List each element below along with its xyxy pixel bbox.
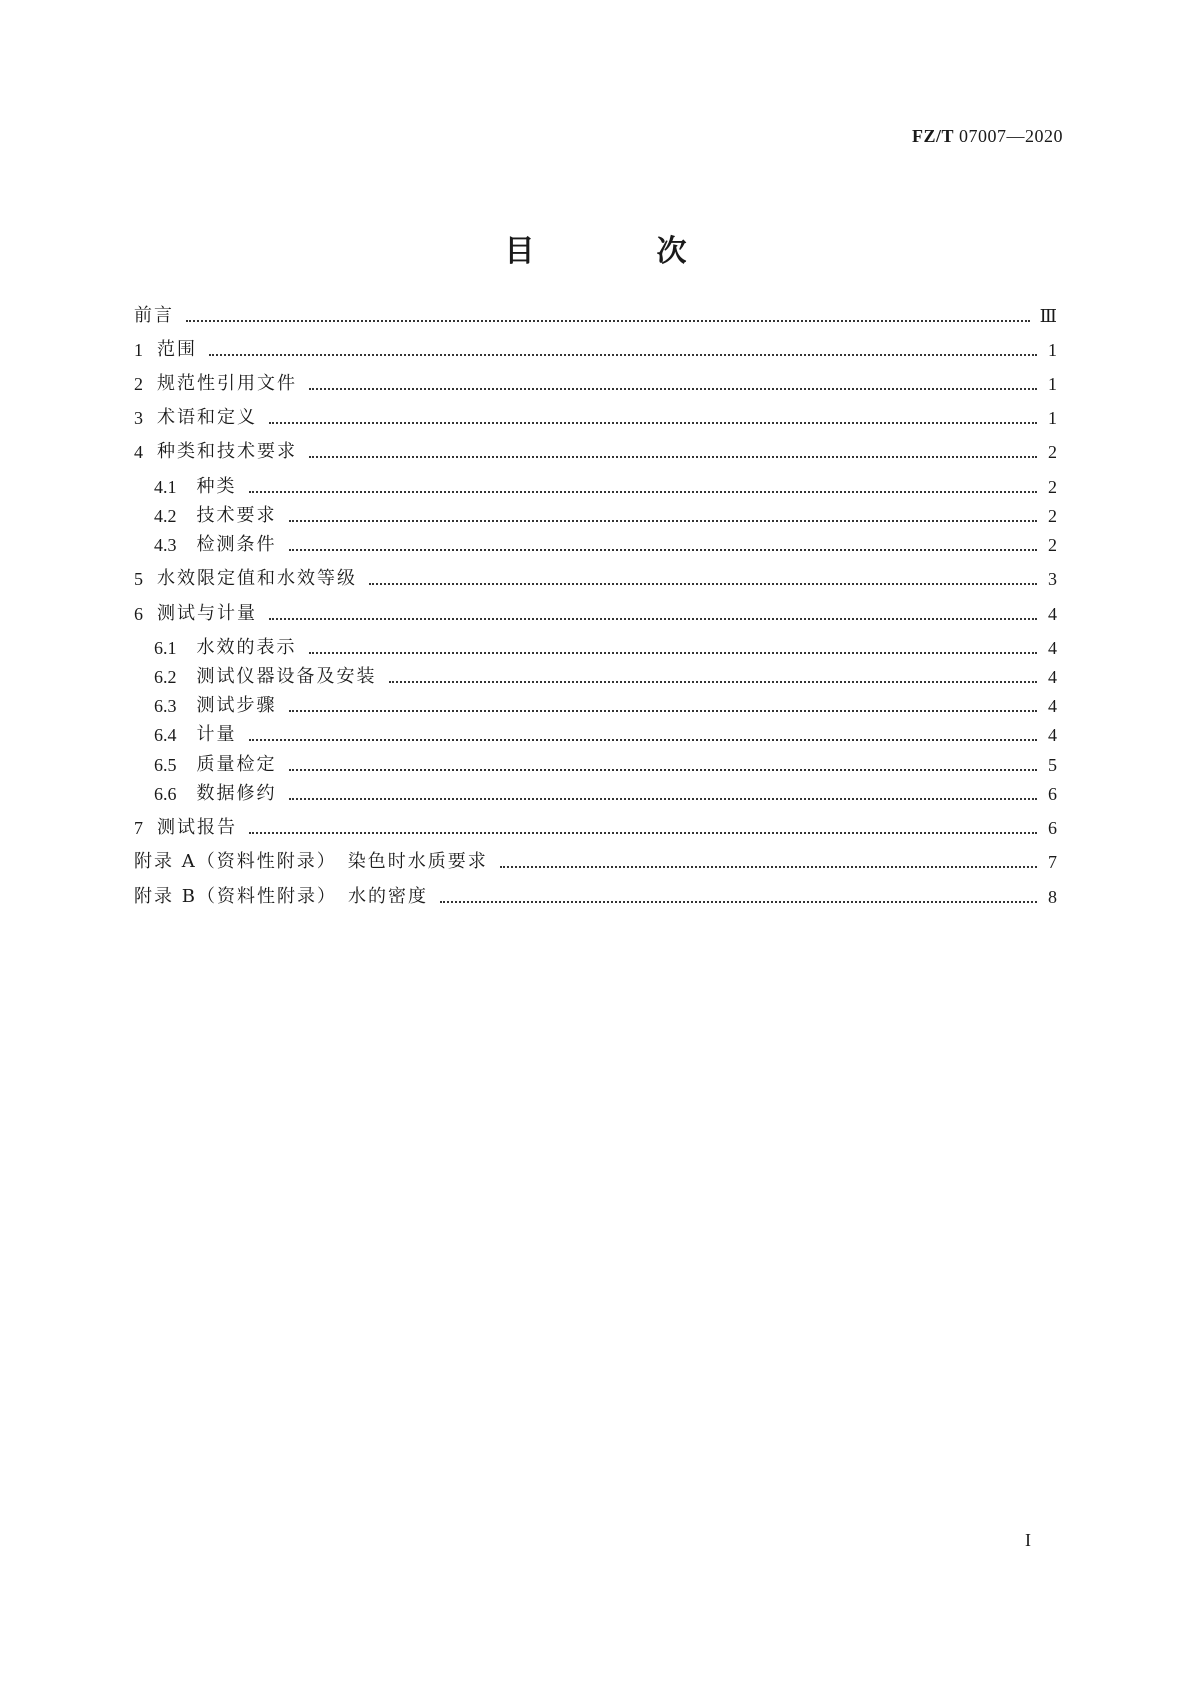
toc-leader-dots (249, 738, 1038, 741)
standard-code-prefix: FZ/T (911, 126, 954, 146)
toc-entry-page: 2 (1048, 477, 1057, 497)
toc-entry-4-1[interactable] (154, 474, 1057, 500)
toc-entry-5[interactable] (134, 566, 1057, 592)
toc-title: 目 次 (504, 234, 733, 269)
toc-entry-label: 种类和技术要求 (157, 441, 297, 462)
page-number: I (1025, 1530, 1031, 1550)
toc-entry-page: 2 (1048, 506, 1057, 526)
toc-leader-dots (309, 651, 1038, 654)
toc-entry-page: 4 (1048, 725, 1057, 745)
toc-entry-page: 4 (1048, 638, 1057, 658)
toc-entry-foreword[interactable] (134, 303, 1057, 329)
toc-leader-dots (209, 353, 1037, 356)
toc-entry-page: 2 (1048, 442, 1057, 462)
toc-entry-number: 4 (134, 442, 143, 462)
toc-entry-number: 6 (134, 604, 143, 624)
toc-entry-number: 4.1 (154, 477, 177, 497)
toc-entry-label: 附录 A（资料性附录） 染色时水质要求 (134, 851, 488, 872)
toc-entry-4-2[interactable] (154, 503, 1057, 529)
toc-entry-page: 3 (1048, 569, 1057, 589)
toc-entry-6[interactable] (134, 601, 1057, 627)
toc-entry-page: Ⅲ (1039, 306, 1057, 326)
toc-leader-dots (309, 387, 1037, 390)
toc-entry-label: 技术要求 (196, 505, 277, 526)
toc-entry-number: 6.1 (154, 638, 177, 658)
toc-leader-dots (289, 548, 1038, 551)
toc-entry-number: 6.6 (154, 784, 177, 804)
toc-entry-page: 7 (1048, 852, 1057, 872)
toc-entry-6-4[interactable] (154, 722, 1057, 748)
toc-leader-dots (289, 768, 1038, 771)
toc-entry-number: 6.2 (154, 667, 177, 687)
toc-leader-dots (500, 865, 1037, 868)
toc-entry-label: 计量 (196, 724, 237, 745)
toc-entry-page: 5 (1048, 755, 1057, 775)
toc-entry-page: 8 (1048, 887, 1057, 907)
toc-entry-number: 4.2 (154, 506, 177, 526)
toc-entry-number: 6.3 (154, 696, 177, 716)
toc-entry-page: 1 (1048, 374, 1057, 394)
toc-entry-number: 6.5 (154, 755, 177, 775)
toc-entry-label: 测试步骤 (196, 695, 277, 716)
toc-entry-page: 4 (1048, 696, 1057, 716)
toc-entry-6-5[interactable] (154, 752, 1057, 778)
toc-entry-label: 质量检定 (196, 754, 277, 775)
toc-entry-page: 1 (1048, 340, 1057, 360)
toc-entry-label: 范围 (157, 339, 197, 360)
toc-entry-6-2[interactable] (154, 664, 1057, 690)
toc-entry-label: 水效限定值和水效等级 (157, 568, 357, 589)
toc-entry-label: 水效的表示 (196, 637, 297, 658)
toc-entry-4[interactable] (134, 439, 1057, 465)
toc-leader-dots (309, 455, 1037, 458)
toc-entry-label: 术语和定义 (157, 407, 257, 428)
toc-entry-1[interactable] (134, 337, 1057, 363)
toc-entry-number: 4.3 (154, 535, 177, 555)
toc-entry-page: 6 (1048, 818, 1057, 838)
toc-entry-number: 7 (134, 818, 143, 838)
toc-entry-label: 前言 (134, 305, 174, 326)
toc-entry-page: 6 (1048, 784, 1057, 804)
toc-entry-label: 数据修约 (196, 783, 277, 804)
toc-leader-dots (389, 680, 1038, 683)
toc-entry-label: 检测条件 (196, 534, 277, 555)
toc-leader-dots (289, 797, 1038, 800)
toc-leader-dots (289, 519, 1038, 522)
toc-entry-number: 2 (134, 374, 143, 394)
toc-entry-6-6[interactable] (154, 781, 1057, 807)
toc-entry-2[interactable] (134, 371, 1057, 397)
toc-leader-dots (369, 582, 1037, 585)
toc-leader-dots (249, 490, 1038, 493)
toc-entry-label: 规范性引用文件 (157, 373, 297, 394)
toc-entry-7[interactable] (134, 815, 1057, 841)
toc-entry-appendix-a[interactable] (134, 849, 1057, 875)
toc-entry-label: 种类 (196, 476, 237, 497)
toc-entry-6-1[interactable] (154, 635, 1057, 661)
toc-leader-dots (269, 617, 1037, 620)
toc-entry-number: 6.4 (154, 725, 177, 745)
toc-leader-dots (440, 900, 1037, 903)
standard-code-number: 07007—2020 (959, 126, 1063, 146)
toc-leader-dots (289, 709, 1038, 712)
toc-entry-4-3[interactable] (154, 532, 1057, 558)
toc-entry-3[interactable] (134, 405, 1057, 431)
toc-entry-label: 测试与计量 (157, 603, 257, 624)
toc-entry-number: 5 (134, 569, 143, 589)
toc-entry-page: 1 (1048, 408, 1057, 428)
toc-entry-page: 4 (1048, 604, 1057, 624)
toc-entry-label: 附录 B（资料性附录） 水的密度 (134, 886, 428, 907)
toc-entry-page: 4 (1048, 667, 1057, 687)
toc-leader-dots (249, 831, 1037, 834)
toc-entry-label: 测试仪器设备及安装 (196, 666, 377, 687)
toc-entry-number: 1 (134, 340, 143, 360)
toc-entry-label: 测试报告 (157, 817, 237, 838)
toc-entry-6-3[interactable] (154, 693, 1057, 719)
toc-entry-page: 2 (1048, 535, 1057, 555)
toc-leader-dots (269, 421, 1037, 424)
toc-entry-number: 3 (134, 408, 143, 428)
toc-entry-appendix-b[interactable] (134, 884, 1057, 910)
toc-leader-dots (186, 319, 1030, 322)
